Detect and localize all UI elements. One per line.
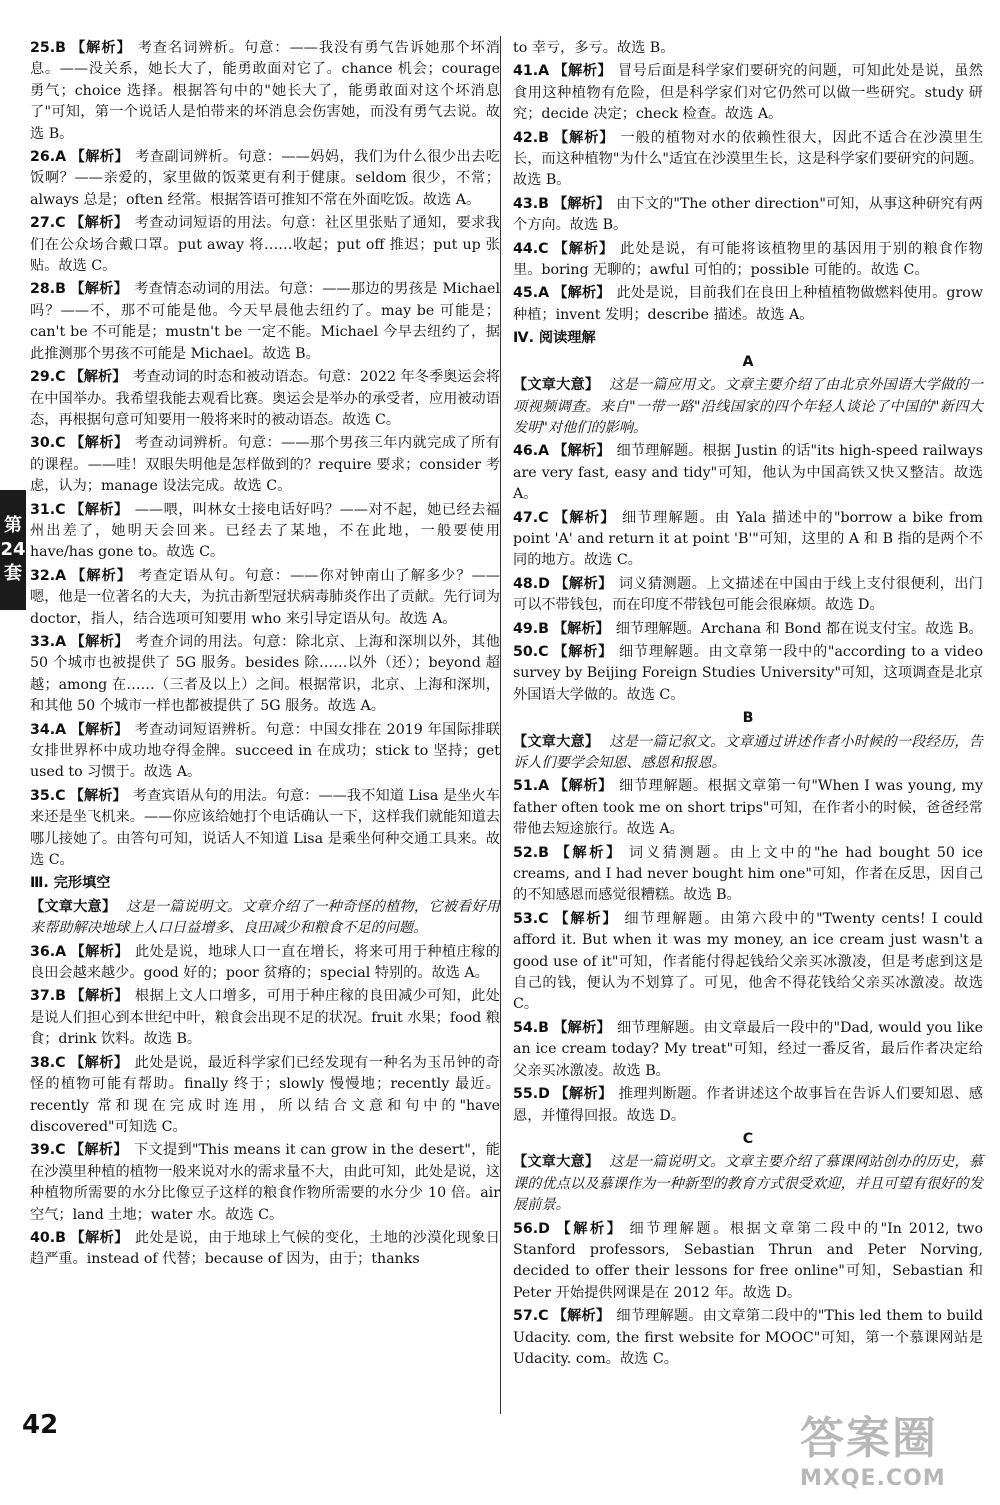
answer-entry	[513, 1306, 983, 1370]
explanation-text: 细节理解题。由文章第二段中的"This led them to build Udacity. com, the first website for MOOC"可知，第一个慕课网站是 Udacity. com。故选 C。	[513, 1308, 983, 1367]
answer-letter: A	[55, 567, 67, 584]
analysis-tag: 【解析】	[69, 1229, 129, 1246]
answer-entry	[513, 508, 983, 572]
answer-letter: B	[55, 281, 66, 298]
explanation-text: 一般的植物对水的依赖性很大，因此不适合在沙漠里生长，而这种植物"为什么"适宜在沙漠里生长，这是科学家们要研究的问题。故选 B。	[513, 129, 983, 189]
answer-entry	[513, 239, 983, 282]
answer-entry	[30, 279, 500, 365]
summary-tag: 【文章大意】	[513, 733, 600, 750]
analysis-tag: 【解析】	[552, 1308, 611, 1325]
watermark-main: 答案圈	[800, 1413, 938, 1464]
summary-text: 这是一篇说明文。文章主要介绍了慕课网站创办的历史，慕课的优点以及慕课作为一种新型的教育方式很受欢迎，并且可望有很好的发展前景。	[513, 1154, 983, 1214]
question-number: 40.	[30, 1229, 56, 1246]
article-summary	[513, 1152, 983, 1216]
answer-entry	[30, 942, 500, 985]
answer-letter: B	[538, 1019, 549, 1036]
explanation-text: 由下文的"The other direction"可知，从事这种研究有两个方向。故选 B。	[513, 195, 983, 234]
answer-entry	[513, 1084, 983, 1127]
question-number: 49.	[513, 620, 539, 637]
watermark-sub: MXQE.COM	[800, 1466, 946, 1491]
answer-entry	[30, 566, 500, 630]
answer-letter: A	[538, 285, 550, 302]
answer-entry	[513, 909, 983, 1016]
explanation-text: 考查动词短语的用法。句意：社区里张贴了通知，要求我们在公众场合戴口罩。put away 将……收起；put off 推迟；put up 张贴。故选 C。	[30, 215, 500, 275]
answer-entry	[513, 776, 983, 840]
analysis-tag: 【解析】	[69, 1054, 129, 1071]
question-number: 36.	[30, 943, 56, 960]
answer-entry	[513, 194, 983, 237]
answer-letter: C	[538, 643, 549, 660]
answer-entry	[513, 283, 983, 326]
answer-entry	[513, 574, 983, 617]
answer-letter: A	[538, 63, 550, 80]
explanation-text: 细节理解题。由文章第一段中的"according to a video survey by Beijing Foreign Studies University"可知，这项调查是北京外国语大学做的。故选 C。	[513, 643, 983, 703]
question-number: 53.	[513, 910, 539, 927]
question-number: 50.	[513, 643, 539, 660]
answer-letter: C	[55, 1054, 66, 1071]
answer-letter: B	[55, 1229, 66, 1246]
analysis-tag: 【解析】	[553, 285, 611, 302]
explanation-text: 考查介词的用法。句意：除北京、上海和深圳以外，其他 50 个城市也被提供了 5G 服务。besides 除……以外（还）；beyond 超越；among 在……（三者及以上）之间。根据常识，北京、上海和深圳，和其他 50 个城市一样也都被提供了 5G 服务。故选 A。	[30, 633, 500, 715]
question-number: 57.	[513, 1308, 539, 1325]
answer-entry	[513, 61, 983, 125]
continued-text: to 幸亏，多亏。故选 B。	[513, 40, 675, 56]
analysis-tag: 【解析】	[553, 443, 611, 460]
question-number: 31.	[30, 501, 56, 518]
question-number: 56.	[513, 1220, 539, 1237]
explanation-text: 细节理解题。根据文章第二段中的"In 2012, two Stanford professors, Sebastian Thrun and Peter Norving, decided to offer their lessons for free online"可知，Sebastian 和 Peter 开始提供网课是在 2012 年。故选 D。	[513, 1220, 983, 1301]
answer-entry	[30, 213, 500, 277]
answer-letter: C	[538, 1308, 549, 1325]
analysis-tag: 【解析】	[553, 575, 613, 592]
analysis-tag: 【解析】	[69, 501, 129, 518]
summary-tag: 【文章大意】	[513, 1154, 600, 1171]
answer-letter: A	[55, 943, 67, 960]
summary-text: 这是一篇应用文。文章主要介绍了由北京外国语大学做的一项视频调查。来自"一带一路"沿线国家的四个年轻人谈论了中国的"新四大发明"对他们的影响。	[513, 377, 983, 436]
left-column	[30, 38, 500, 1273]
answer-entry	[513, 1018, 983, 1082]
answer-letter: C	[55, 501, 66, 518]
analysis-tag: 【解析】	[552, 910, 619, 927]
analysis-tag: 【解析】	[69, 988, 129, 1005]
summary-text: 这是一篇说明文。文章介绍了一种奇怪的植物，它被看好用来帮助解决地球上人口日益增多、良田减少和粮食不足的问题。	[30, 898, 500, 937]
answer-letter: B	[538, 129, 549, 146]
analysis-tag: 【解析】	[552, 129, 615, 146]
side-tab-number: 24	[0, 539, 26, 560]
side-tab-char-1: 第	[4, 515, 22, 536]
question-number: 28.	[30, 281, 56, 298]
analysis-tag: 【解析】	[69, 369, 127, 386]
question-number: 27.	[30, 215, 56, 232]
question-number: 47.	[513, 509, 539, 526]
answer-letter: C	[538, 240, 549, 257]
question-number: 38.	[30, 1054, 56, 1071]
analysis-tag: 【解析】	[552, 643, 613, 660]
explanation-text: 此处是说，最近科学家们已经发现有一种名为玉吊钟的奇怪的植物可能有帮助。finally 终于；slowly 慢慢地；recently 最近。recently 常和现在完成时连用，所以结合文意和句中的"have discovered"可知选 C。	[30, 1054, 500, 1135]
question-number: 35.	[30, 787, 56, 804]
explanation-text: 考查动词的时态和被动语态。句意：2022 年冬季奥运会将在中国举办。我希望我能去观看比赛。奥运会是举办的承受者，应用被动语态，再根据句意可知要用一般将来时的被动语态。故选 C。	[30, 369, 500, 428]
explanation-text: 细节理解题。由 Yala 描述中的"borrow a bike from point 'A' and return it at point 'B'"可知，这里的 A 和 B 指的是两个不同的地方。故选 C。	[513, 509, 983, 569]
question-number: 43.	[513, 195, 539, 212]
explanation-text: 考查副词辨析。句意：——妈妈，我们为什么很少出去吃饭啊？——亲爱的，家里做的饭菜更有利于健康。seldom 很少，不常；always 总是；often 经常。根据答语可推知不常在外面吃饭。故选 A。	[30, 149, 500, 208]
explanation-text: 此处是说，地球人口一直在增长，将来可用于种植庄稼的良田会越来越少。good 好的；poor 贫瘠的；special 特别的。故选 A。	[30, 943, 500, 982]
question-number: 44.	[513, 240, 539, 257]
analysis-tag: 【解析】	[70, 943, 130, 960]
answer-letter: A	[55, 721, 67, 738]
answer-letter: C	[55, 435, 66, 452]
answer-entry	[30, 986, 500, 1050]
summary-tag: 【文章大意】	[513, 377, 600, 394]
column-divider	[500, 36, 501, 1414]
answer-letter: B	[538, 844, 549, 861]
analysis-tag: 【解析】	[553, 1220, 624, 1237]
explanation-text: 细节理解题。根据 Justin 的话"its high-speed railways are very fast, easy and tidy"可知，他认为中国高铁又快又整洁。故选 A。	[513, 443, 983, 503]
analysis-tag: 【解析】	[69, 1142, 128, 1159]
section-heading: Ⅳ. 阅读理解	[513, 330, 596, 347]
question-number: 48.	[513, 575, 539, 592]
passage-letter: B	[742, 710, 754, 727]
answer-entry	[30, 1140, 500, 1226]
right-column	[513, 38, 983, 1372]
answer-entry	[30, 367, 500, 431]
analysis-tag: 【解析】	[69, 40, 132, 56]
question-number: 51.	[513, 778, 539, 795]
article-summary	[30, 897, 500, 940]
answer-letter: C	[55, 787, 66, 804]
analysis-tag: 【解析】	[553, 778, 613, 795]
analysis-tag: 【解析】	[552, 1019, 611, 1036]
answer-entry	[30, 1228, 500, 1271]
explanation-text: 此处是说，有可能将该植物里的基因用于别的粮食作物里。boring 无聊的；awful 可怕的；possible 可能的。故选 C。	[513, 240, 983, 279]
answer-letter: C	[55, 369, 66, 386]
explanation-text: 根据上文人口增多，可用于种庄稼的良田减少可知，此处是说人们担心到本世纪中叶，粮食会出现不足的状况。fruit 水果；food 粮食；drink 饮料。故选 B。	[30, 988, 500, 1048]
analysis-tag: 【解析】	[69, 787, 127, 804]
analysis-tag: 【解析】	[552, 195, 611, 212]
explanation-text: 考查动词短语辨析。句意：中国女排在 2019 年国际排联女排世界杯中成功地夺得金牌。succeed in 在成功；stick to 坚持；get used to 习惯于。故选 A。	[30, 721, 500, 781]
explanation-text: 此处是说，目前我们在良田上种植植物做燃料使用。grow 种植；invent 发明；describe 描述。故选 A。	[513, 285, 983, 323]
explanation-text: ——喂，叫林女士接电话好吗？——对不起，她已经去福州出差了，她明天会回来。已经去了某地，不在此地，一般要使用 have/has gone to。故选 C。	[30, 501, 500, 561]
answer-entry	[513, 128, 983, 192]
answer-letter: B	[538, 620, 549, 637]
answer-letter: D	[538, 575, 550, 592]
answer-letter: C	[538, 509, 549, 526]
passage-letter: A	[742, 353, 754, 370]
answer-entry	[513, 441, 983, 505]
analysis-tag: 【解析】	[552, 509, 616, 526]
side-tab-char-2: 套	[4, 563, 22, 584]
answer-letter: B	[55, 988, 66, 1005]
explanation-text: 细节理解题。由文章最后一段中的"Dad, would you like an ice cream today? My treat"可知，经过一番反省，最后作者决定给父亲买冰激凌。故选 B。	[513, 1019, 983, 1079]
explanation-text: 此处是说，由于地球上气候的变化，土地的沙漠化现象日趋严重。instead of 代替；because of 因为，由于；thanks	[30, 1229, 500, 1268]
explanation-text: 细节理解题。根据文章第一句"When I was young, my father often took me on short trips"可知，在作者小的时候，爸爸经常带他去短途旅行。故选 A。	[513, 778, 983, 838]
answer-letter: C	[55, 1142, 66, 1159]
question-number: 46.	[513, 443, 539, 460]
explanation-text: 考查动词辨析。句意：——那个男孩三年内就完成了所有的课程。——哇！双眼失明他是怎样做到的？require 要求；consider 考虑，认为；manage 设法完成。故选 C。	[30, 435, 500, 495]
question-number: 55.	[513, 1086, 539, 1103]
analysis-tag: 【解析】	[552, 844, 623, 861]
explanation-text: 下文提到"This means it can grow in the desert"，能在沙漠里种植的植物一般来说对水的需求量不大，由此可知，此处是说，这种植物所需要的水分比像豆子这样的粮食作物所需要的水分少 10 倍。air 空气；land 土地；water 水。故选 C。	[30, 1142, 500, 1223]
answer-letter: A	[538, 778, 550, 795]
answer-entry	[30, 786, 500, 872]
question-number: 25.	[30, 40, 56, 56]
question-number: 41.	[513, 63, 539, 80]
question-number: 34.	[30, 721, 56, 738]
answer-entry	[513, 843, 983, 907]
analysis-tag: 【解析】	[69, 281, 129, 298]
question-number: 39.	[30, 1142, 56, 1159]
answer-letter: B	[538, 195, 549, 212]
explanation-text: 考查定语从句。句意：——你对钟南山了解多少？——嗯，他是一位著名的大夫，为抗击新型冠状病毒肺炎作出了贡献。先行词为 doctor，指人，结合选项可知要用 who 来引导定语从句。故选 A。	[30, 567, 500, 627]
answer-entry	[30, 1053, 500, 1139]
question-number: 30.	[30, 435, 56, 452]
article-summary	[513, 732, 983, 775]
question-number: 52.	[513, 844, 539, 861]
question-number: 45.	[513, 285, 539, 302]
article-summary	[513, 375, 983, 439]
explanation-text: 推理判断题。作者讲述这个故事旨在告诉人们要知恩、感恩，并懂得回报。故选 D。	[513, 1086, 983, 1124]
answer-letter: C	[55, 215, 66, 232]
explanation-text: 词义猜测题。由上文中的"he had bought 50 ice creams, and I had never bought him one"可知，作者在反思，因自己的不知感恩而感觉很糟糕。故选 B。	[513, 844, 983, 904]
explanation-text: 细节理解题。由第六段中的"Twenty cents! I could afford it. But when it was my money, an ice cream just wasn't a good use of it"可知，作者能付得起钱给父亲买冰激凌，但是考虑到这是自己的钱，便认为不划算了。可见，他舍不得花钱给父亲买冰激凌。故选 C。	[513, 910, 983, 1013]
answer-letter: B	[55, 40, 66, 56]
question-number: 26.	[30, 149, 56, 166]
answer-entry	[30, 433, 500, 497]
question-number: 29.	[30, 369, 56, 386]
explanation-text: 冒号后面是科学家们要研究的问题，可知此处是说，虽然食用这种植物有危险，但是科学家们对它仍然可以做一些研究。study 研究；decide 决定；check 检查。故选 A。	[513, 63, 983, 123]
chapter-side-tab	[0, 490, 26, 610]
question-number: 37.	[30, 988, 56, 1005]
passage-letter: C	[742, 1130, 754, 1147]
explanation-text: 词义猜测题。上文描述在中国由于线上支付很便利，出门可以不带钱包，而在印度不带钱包可能会很麻烦。故选 D。	[513, 575, 983, 614]
explanation-text: 考查宾语从句的用法。句意：——我不知道 Lisa 是坐火车来还是坐飞机来。——你应该给她打个电话确认一下，这样我们就能知道去哪儿接她了。由答句可知，说话人不知道 Lisa 是乘坐何种交通工具来。故选 C。	[30, 787, 500, 869]
section-heading: Ⅲ. 完形填空	[30, 875, 111, 892]
explanation-text: 考查名词辨析。句意：——我没有勇气告诉她那个坏消息。——没关系，她长大了，能勇敢面对它了。chance 机会；courage 勇气；choice 选择。根据答句中的"她长大了，能勇敢面对这个坏消息了"可知，第一个说话人是怕带来的坏消息会伤害她，而没有勇气去说。故选 B。	[30, 40, 500, 142]
answer-entry	[513, 1219, 983, 1305]
question-number: 32.	[30, 567, 56, 584]
answer-letter: C	[538, 910, 549, 927]
summary-text: 这是一篇记叙文。文章通过讲述作者小时候的一段经历，告诉人们要学会知恩、感恩和报恩。	[513, 733, 983, 771]
answer-entry	[30, 720, 500, 784]
answer-entry	[513, 619, 983, 640]
analysis-tag: 【解析】	[70, 721, 129, 738]
analysis-tag: 【解析】	[552, 620, 610, 637]
analysis-tag: 【解析】	[552, 240, 615, 257]
analysis-tag: 【解析】	[69, 435, 129, 452]
answer-entry	[30, 632, 500, 718]
explanation-text: 细节理解题。Archana 和 Bond 都在说支付宝。故选 B。	[615, 620, 983, 637]
answer-letter: A	[55, 633, 67, 650]
analysis-tag: 【解析】	[70, 633, 130, 650]
answer-entry	[30, 500, 500, 564]
summary-tag: 【文章大意】	[30, 898, 117, 915]
answer-entry	[30, 147, 500, 211]
answer-letter: A	[55, 149, 67, 166]
analysis-tag: 【解析】	[70, 149, 130, 166]
answer-letter: D	[538, 1220, 550, 1237]
question-number: 42.	[513, 129, 539, 146]
analysis-tag: 【解析】	[69, 215, 129, 232]
analysis-tag: 【解析】	[70, 567, 132, 584]
page-number: 42	[22, 1410, 59, 1440]
explanation-text: 考查情态动词的用法。句意：——那边的男孩是 Michael 吗？——不，那不可能是他。今天早晨他去纽约了。may be 可能是；can't be 不可能是；mustn't be 一定不能。Michael 今早去纽约了，据此推测那个男孩不可能是 Michael。故选 B。	[30, 281, 500, 362]
answer-letter: A	[538, 443, 550, 460]
watermark-logo	[800, 1402, 990, 1498]
analysis-tag: 【解析】	[553, 1086, 613, 1103]
answer-letter: D	[538, 1086, 550, 1103]
answer-entry	[30, 38, 500, 145]
question-number: 33.	[30, 633, 56, 650]
answer-entry	[513, 642, 983, 706]
analysis-tag: 【解析】	[553, 63, 613, 80]
question-number: 54.	[513, 1019, 539, 1036]
